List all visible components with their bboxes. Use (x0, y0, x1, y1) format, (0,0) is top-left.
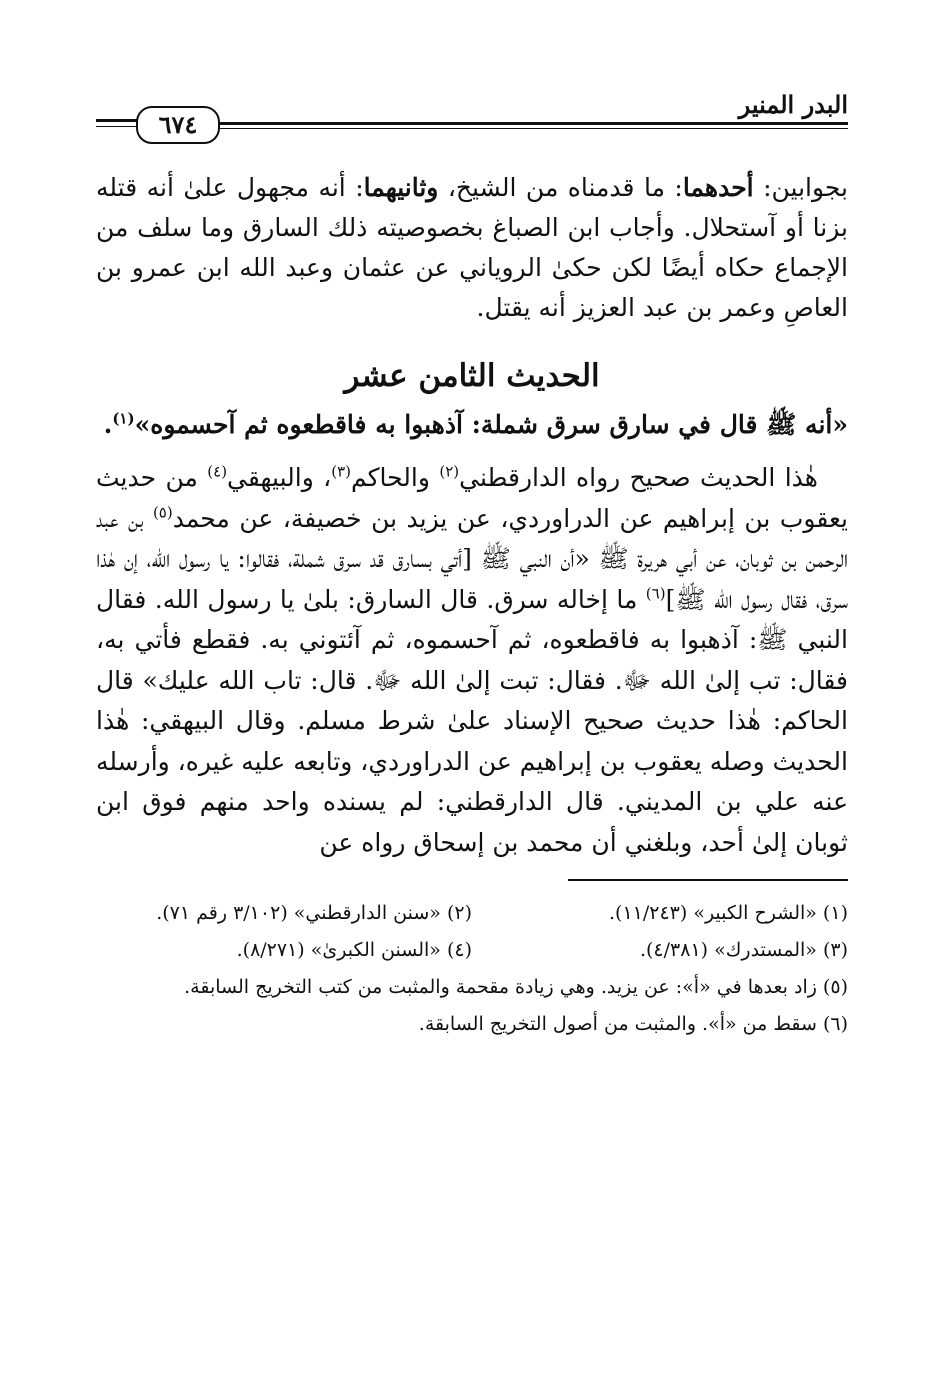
intro-label-first: أحدهما (682, 173, 754, 202)
footnote-4: (٤) «السنن الكبرىٰ» (٨/٢٧١). (236, 939, 472, 961)
main-segment-6: ما إخاله سرق. قال السارق: بلىٰ يا رسول الله. فقال النبي ﷺ: آذهبوا به فاقطعوه، ثم آحسموه، ثم آئتوني به. فقطع فأتي به، فقال: تب إلىٰ الله ﷻ. فقال: تبت إلىٰ الله ﷻ. قال: تاب الله عليك» قال الحاكم: هٰذا حديث صحيح الإسناد علىٰ شرط مسلم. وقال البيهقي: هٰذا الحديث وصله يعقوب بن إبراهيم عن الدراوردي، وتابعه عليه غيره، وأرسله عنه علي بن المديني. قال الدارقطني: لم يسنده واحد منهم فوق ابن ثوبان إلىٰ أحد، وبلغني أن محمد بن إسحاق رواه عن (96, 584, 848, 857)
footnote-2: (٢) «سنن الدارقطني» (٣/١٠٢ رقم ٧١). (156, 902, 472, 924)
footnotes (96, 895, 848, 1043)
footnote-ref-3[interactable]: (٣) (331, 462, 352, 481)
footnote-separator (568, 879, 848, 881)
main-segment-3: ، والبيهقي (227, 463, 332, 492)
header-rule-thin (218, 128, 848, 129)
page-number: ٦٧٤ (136, 106, 220, 144)
page-header (96, 90, 848, 138)
footnote-6: (٦) سقط من «أ». والمثبت من أصول التخريج السابقة. (418, 1013, 848, 1035)
main-segment-5: بن عبد الرحمن بن ثوبان، عن أبي هريرة ﷺ «أن النبي ﷺ [أتي بسارق قد سرق شملة، فقالوا: يا رسول الله، إن هٰذا سرق، فقال رسول الله ﷺ] (96, 503, 848, 614)
header-rule (218, 122, 848, 125)
footnote-row (96, 895, 848, 932)
hadith-end: . (103, 410, 113, 439)
footnote-row (96, 932, 848, 969)
footnote-5: (٥) زاد بعدها في «أ»: عن يزيد. وهي زيادة مقحمة والمثبت من كتب التخريج السابقة. (184, 976, 848, 998)
footnote-ref-4[interactable]: (٤) (207, 462, 228, 481)
main-paragraph (96, 458, 848, 863)
intro-paragraph (96, 168, 848, 328)
number-rule (96, 119, 138, 122)
section-title: الحديث الثامن عشر (344, 358, 600, 394)
intro-prefix: بجوابين: (763, 173, 848, 202)
book-page (96, 90, 848, 1043)
number-rule-thin (96, 126, 138, 127)
intro-text-rest: : أنه مجهول علىٰ أنه قتله بزنا أو آستحلال. وأجاب ابن الصباغ بخصوصيته ذلك السارق وما سلف من الإجماع حكاه أيضًا لكن حكىٰ الروياني عن عثمان وعبد الله ابن عمرو بن العاصِ وعمر بن عبد العزيز أنه يقتل. (96, 173, 848, 322)
intro-text-first: : ما قدمناه من الشيخ، (447, 173, 683, 202)
footnote-ref-2[interactable]: (٢) (439, 462, 460, 481)
main-segment-1: هٰذا الحديث صحيح رواه الدارقطني (459, 463, 818, 492)
footnote-ref-1[interactable]: (١) (112, 409, 135, 428)
intro-label-second: وثانيهما (363, 173, 439, 202)
main-segment-4: من حديث يعقوب بن إبراهيم عن الدراوردي، عن يزيد بن خصيفة، عن محمد (96, 463, 849, 533)
footnote-ref-6[interactable]: (٦) (645, 584, 666, 603)
running-title: البدر المنير (738, 90, 848, 119)
main-segment-2: والحاكم (351, 463, 440, 492)
footnote-ref-5[interactable]: (٥) (152, 503, 173, 522)
footnote-3: (٣) «المستدرك» (٤/٣٨١). (639, 939, 848, 961)
hadith-text (96, 404, 848, 446)
hadith-body: «أنه ﷺ قال في سارق سرق شملة: آذهبوا به فاقطعوه ثم آحسموه» (134, 410, 848, 439)
footnote-1: (١) «الشرح الكبير» (١١/٢٤٣). (608, 902, 848, 924)
